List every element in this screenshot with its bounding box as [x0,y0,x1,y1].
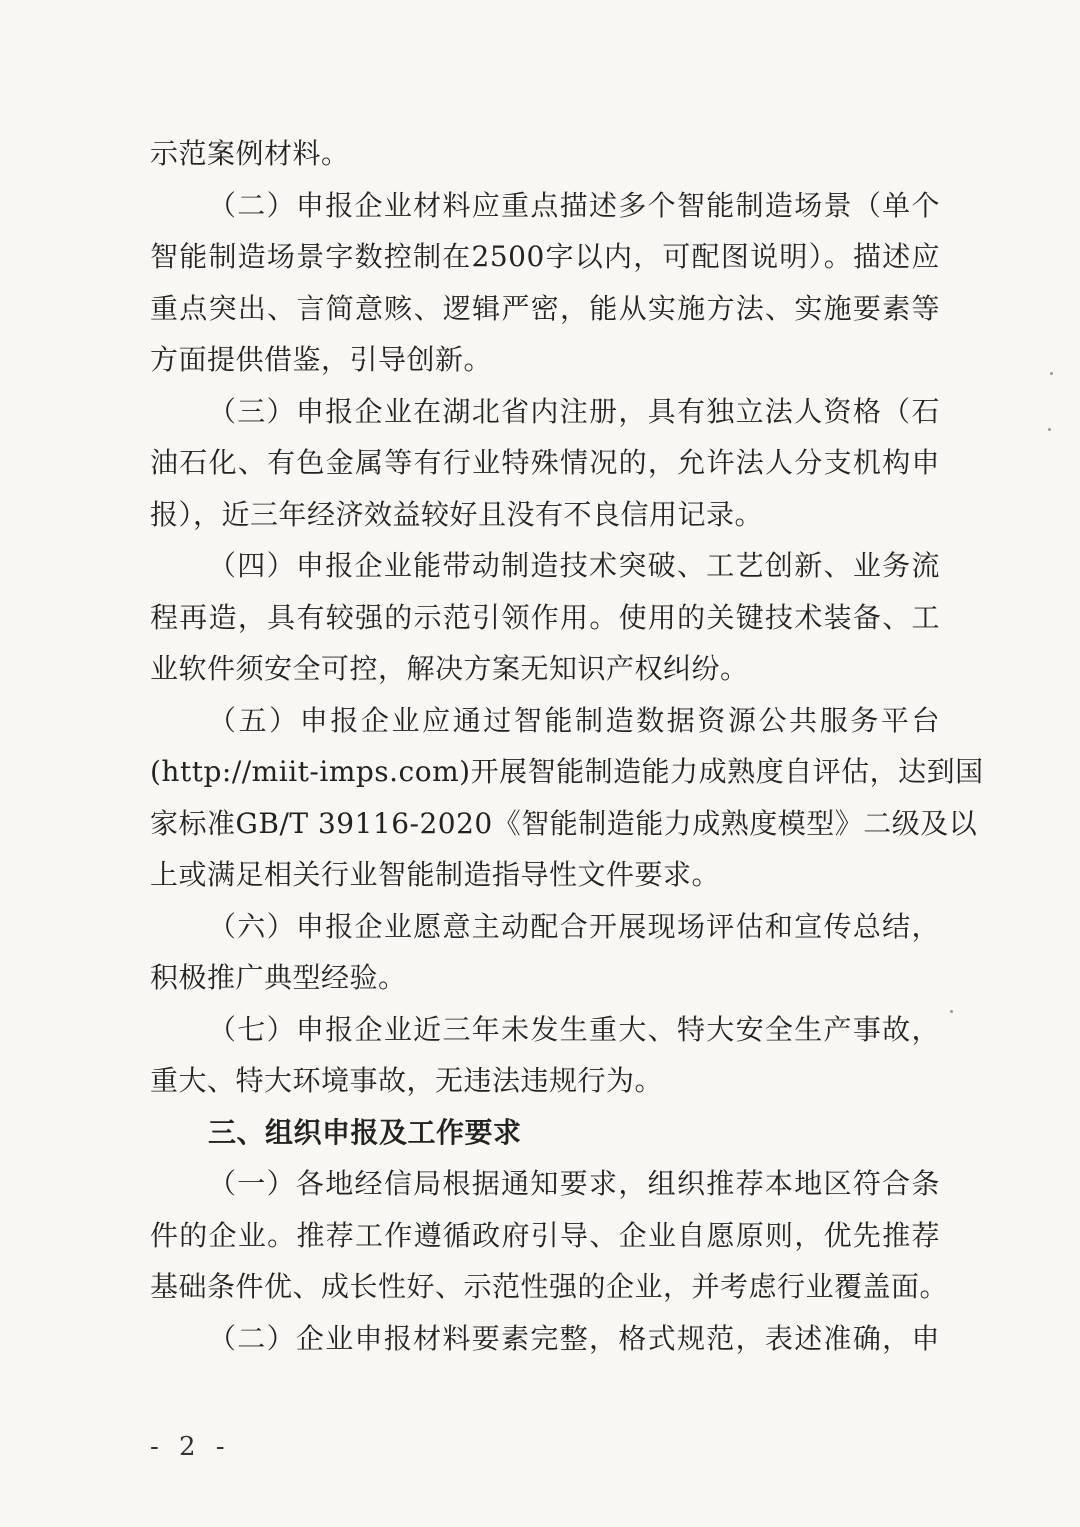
text-line: 重点突出、言简意赅、逻辑严密，能从实施方法、实施要素等 [150,291,940,325]
text-line: 方面提供借鉴，引导创新。 [150,343,493,376]
text-line: (http://miit-imps.com)开展智能制造能力成熟度自评估，达到国 [150,755,984,788]
text-line: （七）申报企业近三年未发生重大、特大安全生产事故， [208,1012,940,1046]
text-line: 重大、特大环境事故，无违法违规行为。 [150,1064,664,1097]
text-line: （一）各地经信局根据通知要求，组织推荐本地区符合条 [208,1167,940,1200]
text-line: 家标准GB/T 39116-2020《智能制造能力成熟度模型》二级及以 [150,806,978,840]
text-line: 业软件须安全可控，解决方案无知识产权纠纷。 [150,652,749,685]
scan-speck [1050,372,1053,375]
document-body [150,128,984,1364]
text-line: 积极推广典型经验。 [150,961,407,994]
text-line: 上或满足相关行业智能制造指导性文件要求。 [150,858,721,891]
text-line: （二）企业申报材料要素完整，格式规范，表述准确，申 [208,1321,940,1355]
page-number: - 2 - [150,1432,231,1462]
text-line: 程再造，具有较强的示范引领作用。使用的关键技术装备、工 [150,600,940,634]
text-line: （三）申报企业在湖北省内注册，具有独立法人资格（石 [208,394,940,428]
text-line: 油石化、有色金属等有行业特殊情况的，允许法人分支机构申 [150,446,940,479]
text-line: 示范案例材料。 [150,137,350,170]
section-heading: 三、组织申报及工作要求 [208,1115,522,1149]
text-line: 件的企业。推荐工作遵循政府引导、企业自愿原则，优先推荐 [150,1218,940,1252]
text-line: （二）申报企业材料应重点描述多个智能制造场景（单个 [208,188,940,222]
text-line: （四）申报企业能带动制造技术突破、工艺创新、业务流 [208,549,940,582]
text-line: 智能制造场景字数控制在2500字以内，可配图说明）。描述应 [150,240,940,273]
scan-speck [1048,428,1051,431]
text-line: （六）申报企业愿意主动配合开展现场评估和宣传总结， [208,909,940,943]
scan-speck [950,1010,953,1013]
text-line: 报），近三年经济效益较好且没有不良信用记录。 [150,497,764,531]
text-line: （五）申报企业应通过智能制造数据资源公共服务平台 [208,703,940,737]
text-line: 基础条件优、成长性好、示范性强的企业，并考虑行业覆盖面。 [150,1270,949,1303]
